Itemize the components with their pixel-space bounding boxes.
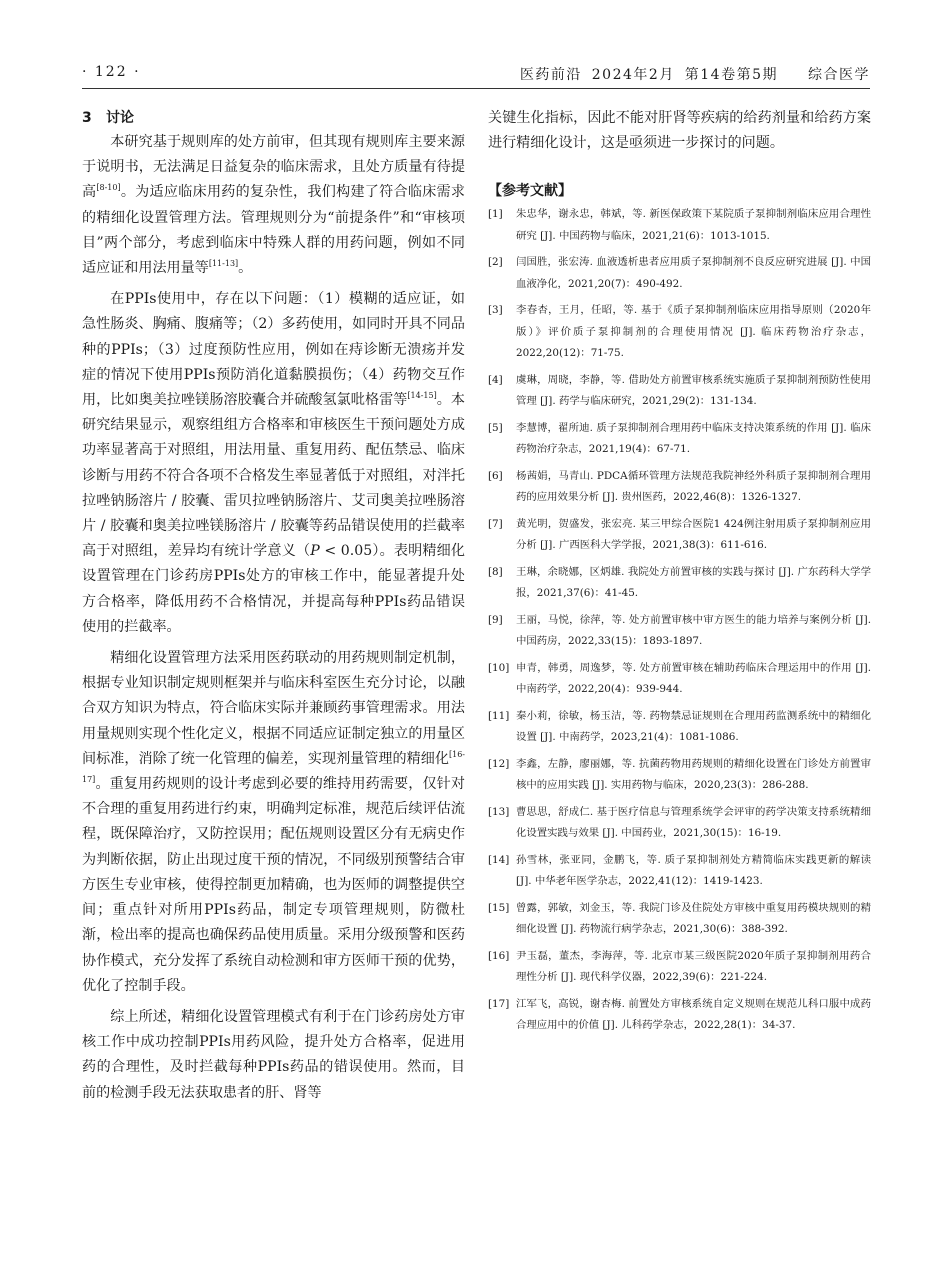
- reference-text: 王琳，余晓娜，区炳雄. 我院处方前置审核的实践与探讨 [J]. 广东药科大学学报，2021,37(6)：41-45.: [516, 565, 871, 600]
- reference-item: [488, 252, 871, 295]
- reference-text: 李春杏，王月，任昭，等. 基于《质子泵抑制剂临床应用指导原则（2020年版）》评价质子泵抑制剂的合理使用情况 [J]. 临床药物治疗杂志，2022,20(12)：71-75.: [516, 304, 871, 360]
- reference-text: 杨茜娟，马青山. PDCA循环管理方法规范我院神经外科质子泵抑制剂合理用药的应用效果分析 [J]. 贵州医药，2022,46(8)：1326-1327.: [516, 469, 871, 504]
- citation: [8-10]: [96, 183, 121, 193]
- reference-item: [488, 850, 871, 893]
- page-number: · 122 ·: [82, 64, 141, 80]
- reference-item: [488, 514, 871, 557]
- reference-text: 尹玉磊，董杰，李海萍，等. 北京市某三级医院2020年质子泵抑制剂用药合理性分析 [J]. 现代科学仪器，2022,39(6)：221-224.: [516, 949, 871, 984]
- reference-item: [488, 994, 871, 1037]
- reference-number: [17]: [488, 997, 510, 1010]
- reference-item: [488, 658, 871, 701]
- reference-text: 虞琳，周晓，李静，等. 借助处方前置审核系统实施质子泵抑制剂预防性使用管理 [J]. 药学与临床研究，2021,29(2)：131-134.: [516, 373, 871, 408]
- reference-text: 李慧博，翟所迪. 质子泵抑制剂合理用药中临床支持决策系统的作用 [J]. 临床药物治疗杂志，2021,19(4)：67-71.: [516, 421, 871, 456]
- reference-text: 申青，韩勇，周逸梦，等. 处方前置审核在辅助药临床合理运用中的作用 [J]. 中南药学，2022,20(4)：939-944.: [516, 661, 871, 696]
- reference-item: [488, 706, 871, 749]
- reference-item: [488, 418, 871, 461]
- reference-item: [488, 754, 871, 797]
- reference-number: [15]: [488, 901, 510, 914]
- reference-item: [488, 898, 871, 941]
- reference-number: [13]: [488, 805, 510, 818]
- reference-text: 曹思思，舒成仁. 基于医疗信息与管理系统学会评审的药学决策支持系统精细化设置实践与效果 [J]. 中国药业，2021,30(15)：16-19.: [516, 805, 871, 840]
- right-column: [488, 106, 871, 1042]
- paragraph-1-text-a: 本研究基于规则库的处方前审，但其现有规则库主要来源于说明书，无法满足日益复杂的临床需求，且处方质量有待提高: [82, 134, 465, 201]
- reference-number: [7]: [488, 517, 503, 530]
- paragraph-2: [82, 287, 465, 640]
- reference-number: [8]: [488, 565, 503, 578]
- p-value-symbol: P: [310, 543, 320, 560]
- journal-issue: 医药前沿 2024年2月 第14卷第5期: [519, 67, 778, 83]
- header-rule: [82, 88, 870, 89]
- reference-item: [488, 370, 871, 413]
- reference-item: [488, 946, 871, 989]
- paragraph-2-text-a: 在PPIs使用中，存在以下问题：（1）模糊的适应证，如急性肠炎、胸痛、腹痛等；（2）多药使用，如同时开具不同品种的PPIs；（3）过度预防性应用，例如在痔诊断无溃疡并发症的情况下使用PPIs预防消化道黏膜损伤；（4）药物交互作用，比如奥美拉唑镁肠溶胶囊合并硫酸氢氯吡格雷等: [82, 291, 465, 409]
- citation: [16-17]: [82, 749, 465, 785]
- paragraph-3-text-a: 精细化设置管理方法采用医药联动的用药规则制定机制，根据专业知识制定规则框架并与临床科室医生充分讨论，以融合双方知识为特点，符合临床实际并兼顾药事管理需求。用法用量规则实现个性化定义，根据不同适应证制定独立的用量区间标准，消除了统一化管理的偏差，实现剂量管理的精细化: [82, 650, 465, 767]
- reference-item: [488, 300, 871, 365]
- paragraph-1-text-c: 。: [238, 260, 253, 277]
- reference-text: 李鑫，左静，廖丽娜，等. 抗菌药物用药规则的精细化设置在门诊处方前置审核中的应用实践 [J]. 实用药物与临床，2020,23(3)：286-288.: [516, 757, 871, 792]
- journal-section: 综合医学: [808, 67, 870, 83]
- section-number: 3: [82, 110, 92, 126]
- left-column: [82, 106, 465, 1106]
- citation: [11-13]: [208, 259, 239, 269]
- paragraph-4-continued: 关键生化指标，因此不能对肝肾等疾病的给药剂量和给药方案进行精细化设计，这是亟须进一步探讨的问题。: [488, 110, 871, 152]
- section-heading: [82, 106, 465, 130]
- paragraph-1-text-b: 。为适应临床用药的复杂性，我们构建了符合临床需求的精细化设置管理方法。管理规则分为“前提条件”和“审核项目”两个部分，考虑到临床中特殊人群的用药问题，例如不同适应证和用法用量等: [82, 184, 466, 277]
- reference-number: [1]: [488, 208, 503, 221]
- page-header: [82, 62, 870, 86]
- reference-item: [488, 466, 871, 509]
- reference-item: [488, 610, 871, 653]
- section-title: 讨论: [106, 110, 134, 126]
- reference-text: 黄光明，贺盛发，张宏亮. 某三甲综合医院1 424例注射用质子泵抑制剂应用分析 [J]. 广西医科大学学报，2021,38(3)：611-616.: [516, 517, 871, 552]
- reference-text: 曾露，郭敏，刘金玉，等. 我院门诊及住院处方审核中重复用药模块规则的精细化设置 [J]. 药物流行病学杂志，2021,30(6)：388-392.: [516, 901, 871, 936]
- paragraph-2-text-b: 。本研究结果显示，观察组组方合格率和审核医生干预问题处方成功率显著高于对照组，用法用量、重复用药、配伍禁忌、临床诊断与用药不符合各项不合格发生率显著低于对照组，对泮托拉唑钠肠溶片 / 胶囊、雷贝拉唑钠肠溶片、艾司奥美拉唑肠溶片 / 胶囊和奥美拉唑镁肠溶片 / 胶囊等药品错误使用的拦截率高于对照组，差异均有统计学意义（: [82, 392, 465, 560]
- reference-text: 孙雪林，张亚同，金鹏飞，等. 质子泵抑制剂处方精简临床实践更新的解读 [J]. 中华老年医学杂志，2022,41(12)：1419-1423.: [516, 853, 871, 888]
- reference-text: 秦小莉，徐敏，杨玉洁，等. 药物禁忌证规则在合理用药监测系统中的精细化设置 [J]. 中南药学，2023,21(4)：1081-1086.: [516, 709, 871, 744]
- paragraph-3-text-b: 。重复用药规则的设计考虑到必要的维持用药需要，仅针对不合理的重复用药进行约束，明确判定标准，规范后续评估流程，既保障治疗，又防控误用；配伍规则设置区分有无病史作为判断依据，防止出现过度干预的情况，不同级别预警结合审方医生专业审核，使得控制更加精确，也为医师的调整提供空间；重点针对所用PPIs药品，制定专项管理规则，防微杜渐，检出率的提高也确保药品使用质量。采用分级预警和医药协作模式，充分发挥了系统自动检测和审方医师干预的优势，优化了控制手段。: [82, 776, 465, 994]
- reference-number: [2]: [488, 256, 503, 269]
- reference-item: [488, 204, 871, 247]
- paragraph-2-text-c: < 0.05）。表明精细化设置管理在门诊药房PPIs处方的审核工作中，能显著提升处方合格率，降低用药不合格情况，并提高每种PPIs药品错误使用的拦截率。: [82, 543, 465, 635]
- reference-list: [488, 204, 871, 1037]
- reference-text: 王丽，马悦，徐萍，等. 处方前置审核中审方医生的能力培养与案例分析 [J]. 中国药房，2022,33(15)：1893-1897.: [516, 613, 871, 648]
- reference-number: [14]: [488, 853, 510, 866]
- reference-text: 朱忠华，谢永忠，韩斌，等. 新医保政策下某院质子泵抑制剂临床应用合理性研究 [J]. 中国药物与临床，2021,21(6)：1013-1015.: [516, 208, 871, 242]
- reference-number: [5]: [488, 421, 503, 434]
- reference-number: [4]: [488, 373, 503, 386]
- references-heading: 【参考文献】: [488, 183, 572, 200]
- reference-text: 江军飞，高锐，谢杏梅. 前置处方审核系统自定义规则在规范儿科口服中成药合理应用中的价值 [J]. 儿科药学杂志，2022,28(1)：34-37.: [516, 997, 871, 1032]
- reference-number: [9]: [488, 613, 503, 626]
- reference-number: [6]: [488, 469, 503, 482]
- reference-number: [11]: [488, 709, 510, 722]
- citation: [14-15]: [407, 391, 437, 401]
- reference-number: [10]: [488, 661, 510, 674]
- reference-item: [488, 562, 871, 605]
- journal-info: [520, 64, 870, 84]
- paragraph-1: [82, 130, 465, 281]
- paragraph-4: 综上所述，精细化设置管理模式有利于在门诊药房处方审核工作中成功控制PPIs用药风险，提升处方合格率，促进用药的合理性，及时拦截每种PPIs药品的错误使用。然而，目前的检测手段无法获取患者的肝、肾等: [82, 1008, 465, 1101]
- reference-number: [12]: [488, 757, 510, 770]
- reference-number: [3]: [488, 304, 503, 317]
- reference-item: [488, 802, 871, 845]
- reference-text: 闫国胜，张宏涛. 血液透析患者应用质子泵抑制剂不良反应研究进展 [J]. 中国血液净化，2021,20(7)：490-492.: [516, 256, 871, 290]
- reference-number: [16]: [488, 949, 510, 962]
- paragraph-3: [82, 646, 465, 999]
